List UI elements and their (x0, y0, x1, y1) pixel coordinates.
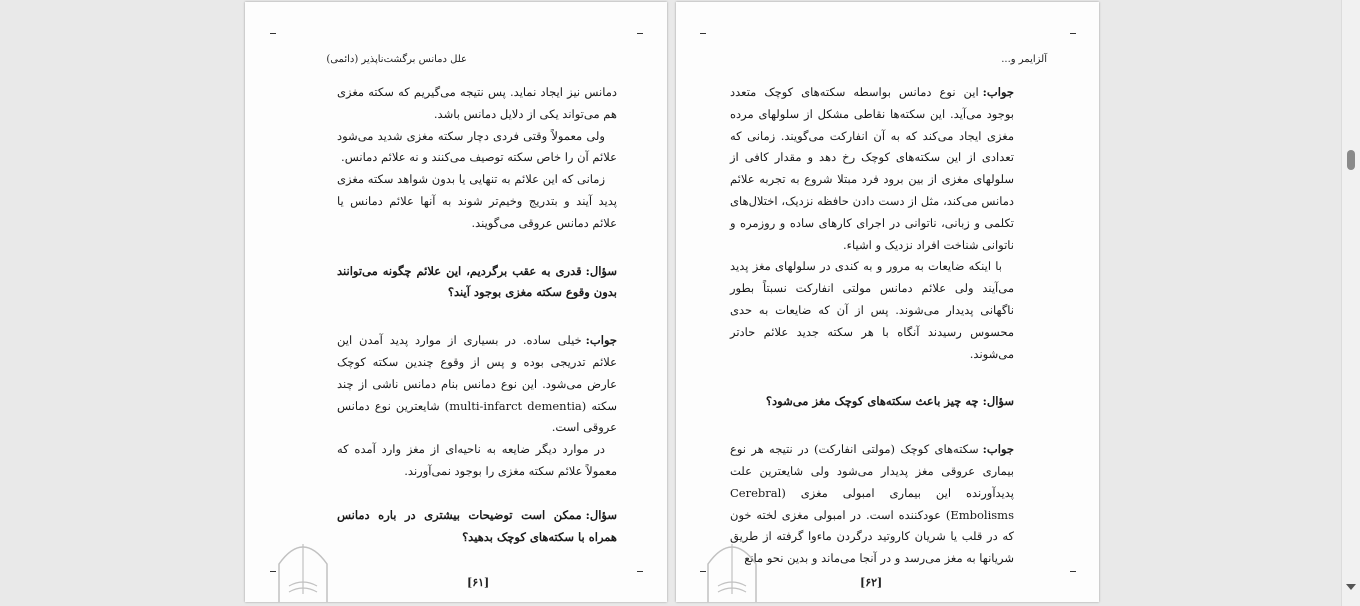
question-label: سؤال: (982, 394, 1014, 409)
question-text: چه چیز باعث سکته‌های کوچک مغز می‌شود؟ (765, 394, 979, 409)
publisher-emblem-icon (704, 534, 760, 602)
answer-label: جواب: (585, 333, 617, 348)
question-label: سؤال: (585, 507, 617, 522)
crop-mark (1070, 33, 1076, 34)
paragraph: در موارد دیگر ضایعه به ناحیه‌ای از مغز وارد آمده که معمولاً علائم سکته مغزی را بوجود نمی‌آورند. (337, 442, 617, 478)
question-label: سؤال: (585, 263, 617, 278)
answer-block (337, 330, 617, 439)
answer-label: جواب: (982, 85, 1014, 99)
page-body (730, 82, 1014, 570)
page-body (337, 82, 617, 548)
answer-text: خیلی ساده. در بسیاری از موارد پدید آمدن این علائم تدریجی بوده و پس از وقوع چندین سکته کوچک عارض می‌شود. این نوع دمانس بنام دمانس ناشی از چند سکته (multi-infarct dementia) شایعترین نوع دمانس عروقی است. (337, 333, 618, 435)
paragraph: دمانس نیز ایجاد نماید. پس نتیجه می‌گیریم که سکته مغزی هم می‌تواند یکی از دلایل دمانس باشد. (337, 85, 617, 121)
running-header: علل دمانس برگشت‌ناپذیر (دائمی) (326, 54, 467, 65)
page-61 (245, 2, 667, 602)
crop-mark (1070, 571, 1076, 572)
running-header: آلزایمر و... (1001, 54, 1047, 65)
question-text: ممکن است توضیحات بیشتری در باره دمانس همراه با سکته‌های کوچک بدهید؟ (337, 507, 617, 544)
scrollbar-thumb[interactable] (1347, 150, 1355, 170)
question-block (337, 505, 617, 549)
answer-label: جواب: (982, 442, 1014, 457)
page-number: [۶۱] (467, 576, 490, 589)
crop-mark (700, 33, 706, 34)
vertical-scrollbar[interactable] (1341, 0, 1360, 606)
crop-mark (637, 571, 643, 572)
publisher-emblem-icon (275, 534, 331, 602)
page-62 (676, 2, 1099, 602)
scroll-down-arrow-icon[interactable] (1346, 584, 1356, 590)
question-block (337, 261, 617, 305)
question-text: قدری به عقب برگردیم، این علائم چگونه می‌توانند بدون وقوع سکته مغزی بوجود آیند؟ (337, 263, 617, 300)
answer-block (730, 82, 1014, 256)
answer-text: این نوع دمانس بواسطه سکته‌های کوچک متعدد بوجود می‌آید. این سکته‌ها نقاطی مشکل از سلولهای مرده مغزی ایجاد می‌کند که به آن انفارکت می‌گویند. زمانی که تعدادی از این سکته‌های کوچک رخ دهد و مقدار کافی از سلولهای مغزی از بین برود فرد مبتلا شروع به تجربه علائم دمانس می‌کند، مثل از دست دادن حافظه نزدیک، اختلال‌های تکلمی و زبانی، ناتوانی در اجرای کارهای ساده و روزمره و ناتوانی شناخت افراد نزدیک و اشیاء. (730, 85, 1014, 252)
paragraph: زمانی که این علائم به تنهایی یا بدون شواهد سکته مغزی پدید آیند و بتدریج وخیم‌تر شوند به آنها علائم دمانس یا علائم دمانس عروقی می‌گویند. (337, 172, 617, 230)
crop-mark (270, 33, 276, 34)
answer-block (730, 439, 1014, 570)
page-number: [۶۲] (860, 576, 883, 589)
paragraph: با اینکه ضایعات به مرور و به کندی در سلولهای مغز پدید می‌آیند ولی علائم دمانس مولتی انفارکت نسبتاً بطور ناگهانی پدیدار می‌شوند. پس از آن که ضایعات به حدی محسوس رسیدند آنگاه با هر سکته جدید علائم حادتر می‌شوند. (730, 259, 1014, 361)
question-block (730, 391, 1014, 413)
paragraph: ولی معمولاً وقتی فردی دچار سکته مغزی شدید می‌شود علائم آن را خاص سکته توصیف می‌کنند و نه علائم دمانس. (337, 128, 617, 165)
crop-mark (637, 33, 643, 34)
answer-text: سکته‌های کوچک (مولتی انفارکت) در نتیجه هر نوع بیماری عروقی مغز پدیدار می‌شود ولی شایعترین علت پدیدآورنده این بیماری امبولی مغزی (Cerebral Embolisms) عودکننده است. در امبولی مغزی لخته خون که در قلب یا شریان کاروتید درگردن ماءوا گرفته از طریق شریانها به مغز می‌رسد و در آنجا می‌ماند و بدین نحو مانع (730, 442, 1014, 566)
